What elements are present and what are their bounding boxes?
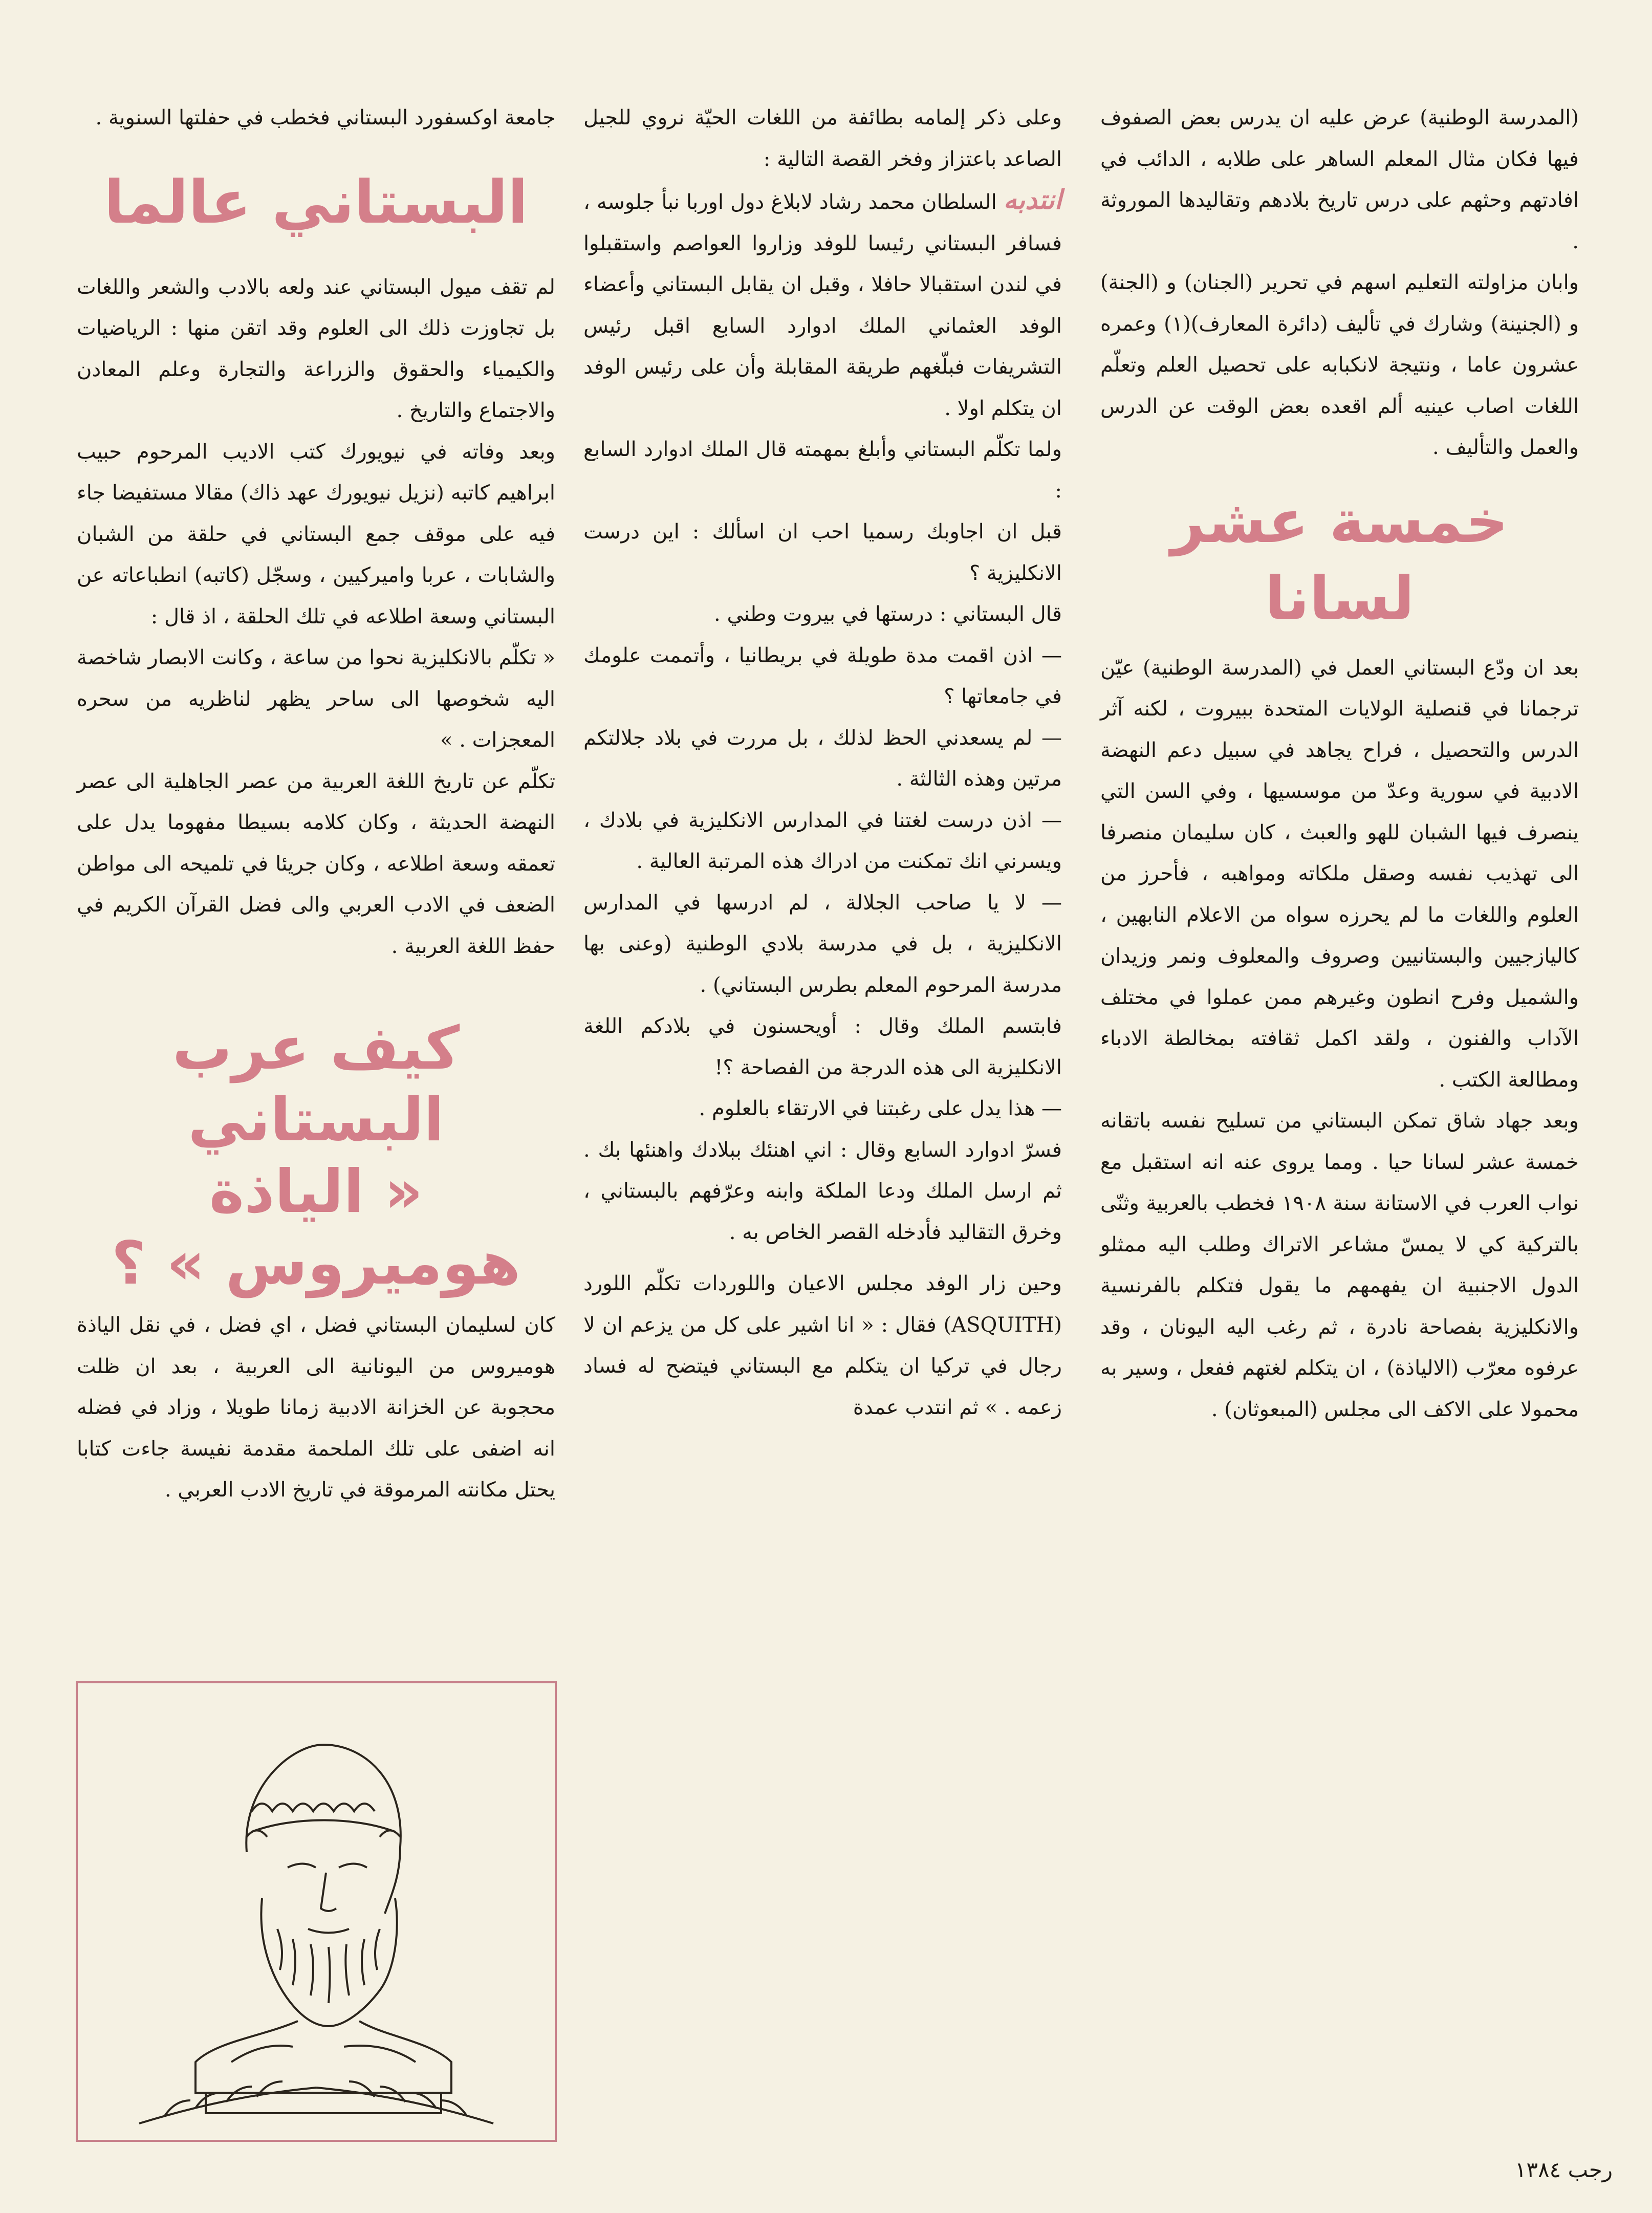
paragraph: وعلى ذكر إلمامه بطائفة من اللغات الحيّة نروي للجيل الصاعد باعتزاز وفخر القصة التالية : — [583, 106, 1062, 171]
homer-portrait-frame — [76, 1681, 557, 2142]
paragraph: ولما تكلّم البستاني وأبلغ بمهمته قال الملك ادوارد السابع : — [583, 438, 1062, 503]
section-heading-iliad — [77, 1013, 555, 1299]
column-right — [1100, 97, 1579, 1430]
paragraph — [583, 180, 1062, 429]
paragraph: وبعد جهاد شاق تمكن البستاني من تسليح نفسه باتقانه خمسة عشر لسانا حيا . ومما يروى عنه انه استقبل مع نواب العرب في الاستانة سنة ١٩٠٨ فخطب بالعربية وثنّى بالتركية كي لا يمسّ مشاعر الاتراك وطلب اليه ممثلو الدول الاجنبية ان يفهمهم ما يقول فتكلم بالفرنسية والانكليزية بفصاحة نادرة ، ثم رغب اليه اليونان ، وقد عرفوه معرّب (الالياذة) ، ان يتكلم لغتهم ففعل ، وسير به محمولا على الاكف الى مجلس (المبعوثان) . — [1100, 1109, 1579, 1421]
section-heading-bustani-scientist: البستاني عالما — [104, 167, 528, 237]
paragraph: وبعد وفاته في نيويورك كتب الاديب المرحوم حبيب ابراهيم كاتبه (نزيل نيويورك عهد ذاك) مقالا مستفيضا جاء فيه على موقف جمع البستاني في حلقة من الشبان والشابات ، عربا واميركيين ، وسجّل (كاتبه) انطباعاته عن البستاني وسعة اطلاعه في تلك الحلقة ، اذ قال : — [77, 440, 555, 628]
paragraph: (المدرسة الوطنية) عرض عليه ان يدرس بعض الصفوف فيها فكان مثال المعلم الساهر على طلابه ، الدائب في افادتهم وحثهم على درس تاريخ بلادهم وتقاليدها الموروثة . — [1100, 106, 1579, 253]
paragraph: قال البستاني : درستها في بيروت وطني . — [714, 602, 1062, 626]
heading-line: « الياذة هوميروس » ؟ — [111, 1157, 521, 1298]
paragraph: — لم يسعدني الحظ لذلك ، بل مررت في بلاد جلالتكم مرتين وهذه الثالثة . — [583, 726, 1062, 791]
paragraph-text: السلطان محمد رشاد لابلاغ دول اوربا نبأ جلوسه ، فسافر البستاني رئيسا للوفد وزاروا العواصم واستقبلوا في لندن استقبالا حافلا ، وقبل ان يقابل البستاني وأعضاء الوفد العثماني الملك ادوارد السابع اقبل رئيس التشريفات فبلّغهم طريقة المقابلة وأن على رئيس الوفد ان يتكلم اولا . — [583, 190, 1062, 420]
issue-date: رجب ١٣٨٤ — [1515, 2157, 1613, 2182]
paragraph: — اذن اقمت مدة طويلة في بريطانيا ، وأتممت علومك في جامعاتها ؟ — [583, 643, 1062, 708]
quote: « تكلّم بالانكليزية نحوا من ساعة ، وكانت الابصار شاخصة اليه شخوصها الى ساحر يظهر لناظريه من سحره المعجزات . » — [77, 646, 555, 752]
column-left — [77, 97, 555, 1511]
homer-bust-icon — [78, 1683, 555, 2140]
paragraph: فابتسم الملك وقال : أويحسنون في بلادكم اللغة الانكليزية الى هذه الدرجة من الفصاحة ؟! — [583, 1014, 1062, 1079]
margin-tag: انتدبه — [1003, 185, 1062, 215]
section-heading-fifteen-languages: خمسة عشر لسانا — [1170, 487, 1509, 633]
paragraph: بعد ان ودّع البستاني العمل في (المدرسة الوطنية) عيّن ترجمانا في قنصلية الولايات المتحدة ببيروت ، لكنه آثر الدرس والتحصيل ، فراح يجاهد في سبيل دعم النهضة الادبية في سورية وعدّ من موسسيها ، وفي السن التي ينصرف فيها الشبان للهو والعبث ، كان سليمان منصرفا الى تهذيب نفسه وصقل ملكاته ومواهبه ، فأحرز من العلوم واللغات ما لم يحرزه سواه من الاعلام النابهين ، كاليازجيين والبستانيين وصروف والمعلوف ونمر وزيدان والشميل وفرح انطون وغيرهم ممن عملوا في مختلف الآداب والفنون ، ولقد اكمل ثقافته بمخالطة الادباء ومطالعة الكتب . — [1100, 656, 1579, 1092]
paragraph: وابان مزاولته التعليم اسهم في تحرير (الجنان) و (الجنة) و (الجنينة) وشارك في تأليف (دائرة المعارف)(١) وعمره عشرون عاما ، ونتيجة لانكبابه على تحصيل العلم وتعلّم اللغات اصاب عينيه ألم اقعده بعض الوقت عن الدرس والعمل والتأليف . — [1100, 271, 1579, 459]
paragraph: تكلّم عن تاريخ اللغة العربية من عصر الجاهلية الى عصر النهضة الحديثة ، وكان كلامه بسيطا مفهوما يدل على تعمقه وسعة اطلاعه ، وكان جريئا في تلميحه الى مواطن الضعف في الادب العربي والى فضل القرآن الكريم في حفظ اللغة العربية . — [77, 769, 556, 958]
paragraph: جامعة اوكسفورد البستاني فخطب في حفلتها السنوية . — [95, 106, 555, 129]
paragraph: وحين زار الوفد مجلس الاعيان واللوردات تكلّم اللورد (ASQUITH) فقال : « انا اشير على كل من يزعم ان لا رجال في تركيا ان يتكلم مع البستاني فيتضح له فساد زعمه . » ثم انتدب عمدة — [583, 1272, 1062, 1419]
heading-line: كيف عرب البستاني — [172, 1014, 460, 1155]
paragraph: لم تقف ميول البستاني عند ولعه بالادب والشعر واللغات بل تجاوزت ذلك الى العلوم وقد اتقن منها : الرياضيات والكيمياء والحقوق والزراعة والتجارة وعلم المعادن والاجتماع والتاريخ . — [77, 275, 555, 422]
paragraph: قبل ان اجاوبك رسميا احب ان اسألك : اين درست الانكليزية ؟ — [583, 520, 1062, 585]
paragraph: — هذا يدل على رغبتنا في الارتقاء بالعلوم . — [699, 1097, 1062, 1120]
column-middle — [583, 97, 1062, 1428]
paragraph: — اذن درست لغتنا في المدارس الانكليزية في بلادك ، ويسرني انك تمكنت من ادراك هذه المرتبة العالية . — [583, 808, 1062, 873]
paragraph: — لا يا صاحب الجلالة ، لم ادرسها في المدارس الانكليزية ، بل في مدرسة بلادي الوطنية (وعنى بها مدرسة المرحوم المعلم بطرس البستاني) . — [583, 891, 1062, 997]
paragraph: فسرّ ادوارد السابع وقال : اني اهنئك ببلادك واهنئها بك . ثم ارسل الملك ودعا الملكة وابنه وعرّفهم بالبستاني ، وخرق التقاليد فأدخله القصر الخاص به . — [583, 1138, 1062, 1244]
paragraph: كان لسليمان البستاني فضل ، اي فضل ، في نقل الياذة هوميروس من اليونانية الى العربية ، بعد ان ظلت محجوبة عن الخزانة الادبية زمانا طويلا ، وزاد في فضله انه اضفى على تلك الملحمة مقدمة نفيسة جاءت كتابا يحتل مكانته المرموقة في تاريخ الادب العربي . — [77, 1313, 555, 1502]
